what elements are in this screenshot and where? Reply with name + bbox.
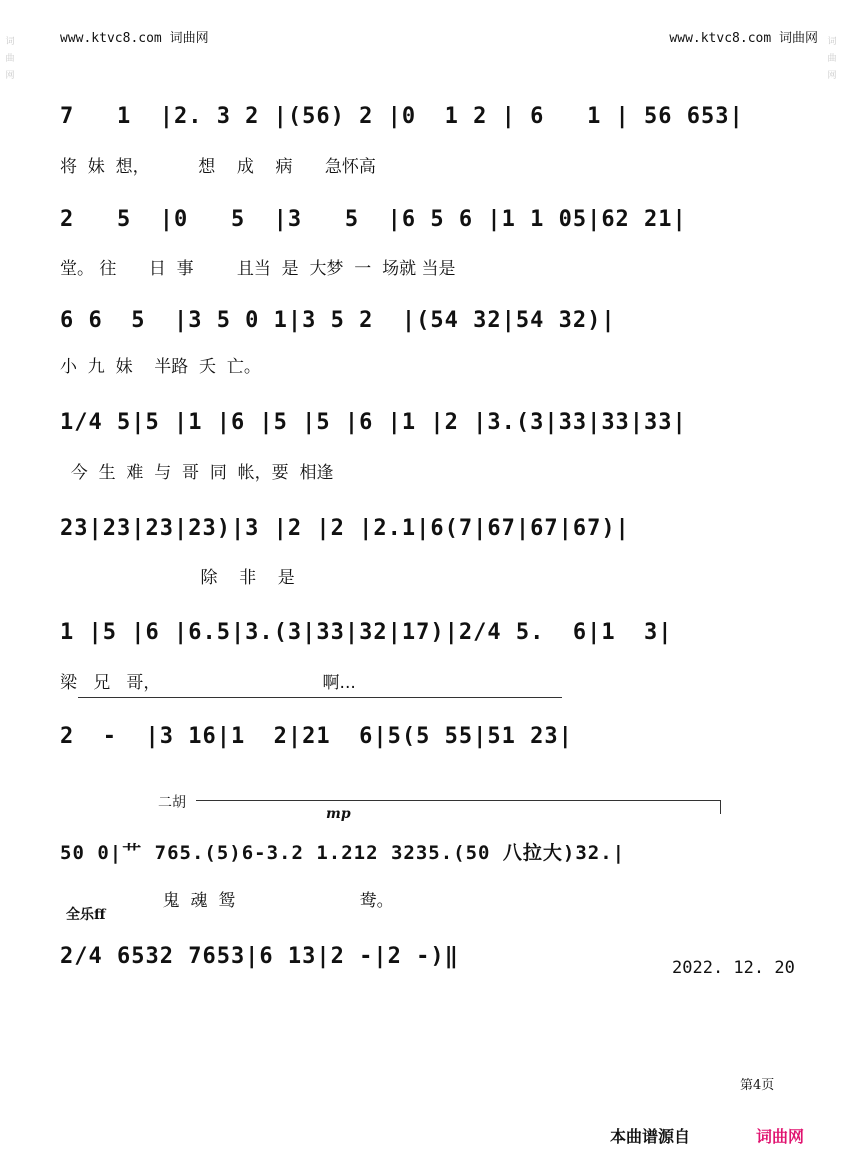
lyric-line-4: 今 生 难 与 哥 同 帐，要 相逢 — [60, 463, 334, 483]
score-line-6: 1 |5 |6 |6.5|3.(3|33|32|17)|2/4 5. 6|1 3| — [60, 620, 673, 645]
date: 2022. 12. 20 — [672, 958, 795, 978]
score-line-9: 2/4 6532 7653|6 13|2 -|2 -)‖ — [60, 944, 459, 969]
score-line-4: 1/4 5|5 |1 |6 |5 |5 |6 |1 |2 |3.(3|33|33|33| — [60, 410, 687, 435]
right-watermark-column — [824, 0, 840, 1171]
dynamic-mp: mp — [326, 806, 351, 822]
score-line-2: 2 5 |0 5 |3 5 |6 5 6 |1 1 05|62 21| — [60, 207, 687, 232]
footer-source-text: 本曲谱源自 — [610, 1127, 691, 1146]
score-line-3: 6 6 5 |3 5 0 1|3 5 2 |(54 32|54 32)| — [60, 308, 616, 333]
score-line-5: 23|23|23|23)|3 |2 |2 |2.1|6(7|67|67|67)| — [60, 516, 630, 541]
lyric-line-8: 鬼 魂 鸳 鸯。 — [60, 891, 394, 911]
left-watermark-column — [2, 0, 18, 1171]
tutti-mark: 全乐ff — [66, 907, 106, 923]
watermark-text: 词 曲 网 — [827, 37, 837, 81]
erhu-mark: 二胡 — [158, 795, 186, 811]
score-line-1: 7 1 |2. 3 2 |(56) 2 |0 1 2 | 6 1 | 56 653| — [60, 104, 744, 129]
lyric-line-6: 梁 兄 哥， 啊... — [60, 673, 356, 693]
score-line-8: 50 0|艹 765.(5)6-3.2 1.212 3235.(50 八拉大)32.| — [60, 842, 626, 864]
watermark-text: 词 曲 网 — [5, 37, 15, 81]
score-line-7: 2 - |3 16|1 2|21 6|5(5 55|51 23| — [60, 724, 573, 749]
page-number: 第4页 — [740, 1078, 775, 1093]
erhu-bracket — [196, 800, 720, 801]
lyric-line-3: 小 九 妹 半路 夭 亡。 — [60, 357, 261, 377]
erhu-bracket-end — [720, 800, 721, 814]
lyric-line-2: 堂。 往 日 事 且当 是 大梦 一 场就 当是 — [60, 259, 456, 279]
slur-line — [78, 697, 562, 698]
header-left-url: www.ktvc8.com 词曲网 — [60, 31, 209, 46]
lyric-line-1: 将 妹 想， 想 成 病 急怀高 — [60, 157, 376, 177]
header-right-url: www.ktvc8.com 词曲网 — [669, 31, 818, 46]
footer-brand-link[interactable]: 词曲网 — [756, 1127, 805, 1146]
lyric-line-5: 除 非 是 — [60, 568, 295, 588]
